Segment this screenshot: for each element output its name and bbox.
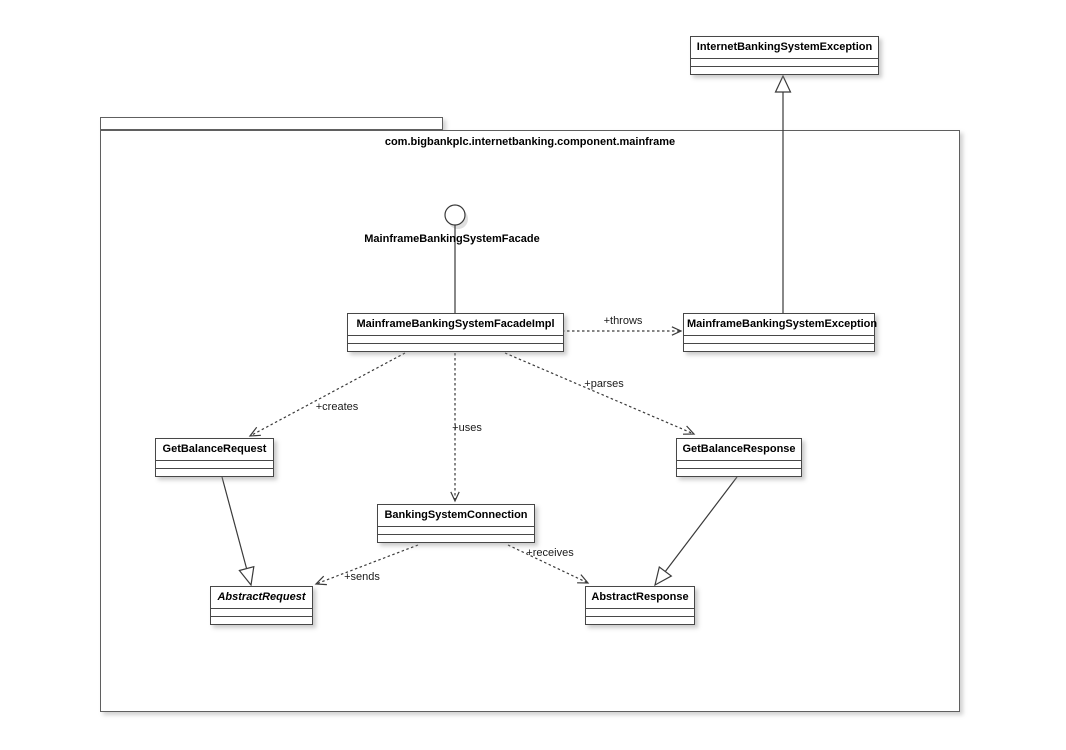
- class-name: MainframeBankingSystemException: [684, 314, 874, 336]
- edge-label-parses: +parses: [584, 378, 624, 390]
- class-name: InternetBankingSystemException: [691, 37, 878, 59]
- operations-compartment: [378, 535, 534, 542]
- class-mainframe-banking-system-facade-impl: [347, 313, 564, 352]
- dependency-parses-line: [505, 353, 694, 434]
- class-get-balance-response: [676, 438, 802, 477]
- attributes-compartment: [677, 461, 801, 469]
- edge-label-receives: +receives: [526, 547, 574, 559]
- attributes-compartment: [691, 59, 878, 67]
- class-name: GetBalanceResponse: [677, 439, 801, 461]
- attributes-compartment: [586, 609, 694, 617]
- interface-label: MainframeBankingSystemFacade: [364, 233, 540, 245]
- class-banking-system-connection: [377, 504, 535, 543]
- dependency-receives-arrowhead-icon: [577, 575, 588, 583]
- operations-compartment: [691, 67, 878, 74]
- attributes-compartment: [684, 336, 874, 344]
- class-abstract-response: [585, 586, 695, 625]
- operations-compartment: [156, 469, 273, 476]
- generalization-response-line: [665, 477, 737, 572]
- class-abstract-request: [210, 586, 313, 625]
- class-get-balance-request: [155, 438, 274, 477]
- edge-label-throws: +throws: [603, 315, 643, 327]
- class-mainframe-banking-system-exception: [683, 313, 878, 352]
- class-internet-banking-system-exception: [690, 36, 879, 75]
- operations-compartment: [348, 344, 563, 351]
- generalization-request-line: [222, 477, 247, 569]
- edge-label-uses: +uses: [452, 422, 482, 434]
- dependency-creates-line: [250, 353, 405, 436]
- class-name: AbstractRequest: [211, 587, 312, 609]
- class-name: MainframeBankingSystemFacadeImpl: [348, 314, 563, 336]
- class-name: AbstractResponse: [586, 587, 694, 609]
- operations-compartment: [684, 344, 874, 351]
- edge-label-creates: +creates: [315, 401, 359, 413]
- interface-lollipop-icon: [445, 205, 465, 225]
- package-name: com.bigbankplc.internetbanking.component.mainframe: [384, 136, 676, 148]
- attributes-compartment: [211, 609, 312, 617]
- edge-label-sends: +sends: [344, 571, 380, 583]
- generalization-response-arrowhead-icon: [655, 567, 671, 585]
- attributes-compartment: [378, 527, 534, 535]
- operations-compartment: [677, 469, 801, 476]
- operations-compartment: [586, 617, 694, 624]
- attributes-compartment: [348, 336, 563, 344]
- generalization-exception-arrowhead-icon: [776, 76, 791, 92]
- generalization-request-arrowhead-icon: [239, 567, 253, 585]
- class-name: GetBalanceRequest: [156, 439, 273, 461]
- class-name: BankingSystemConnection: [378, 505, 534, 527]
- operations-compartment: [211, 617, 312, 624]
- attributes-compartment: [156, 461, 273, 469]
